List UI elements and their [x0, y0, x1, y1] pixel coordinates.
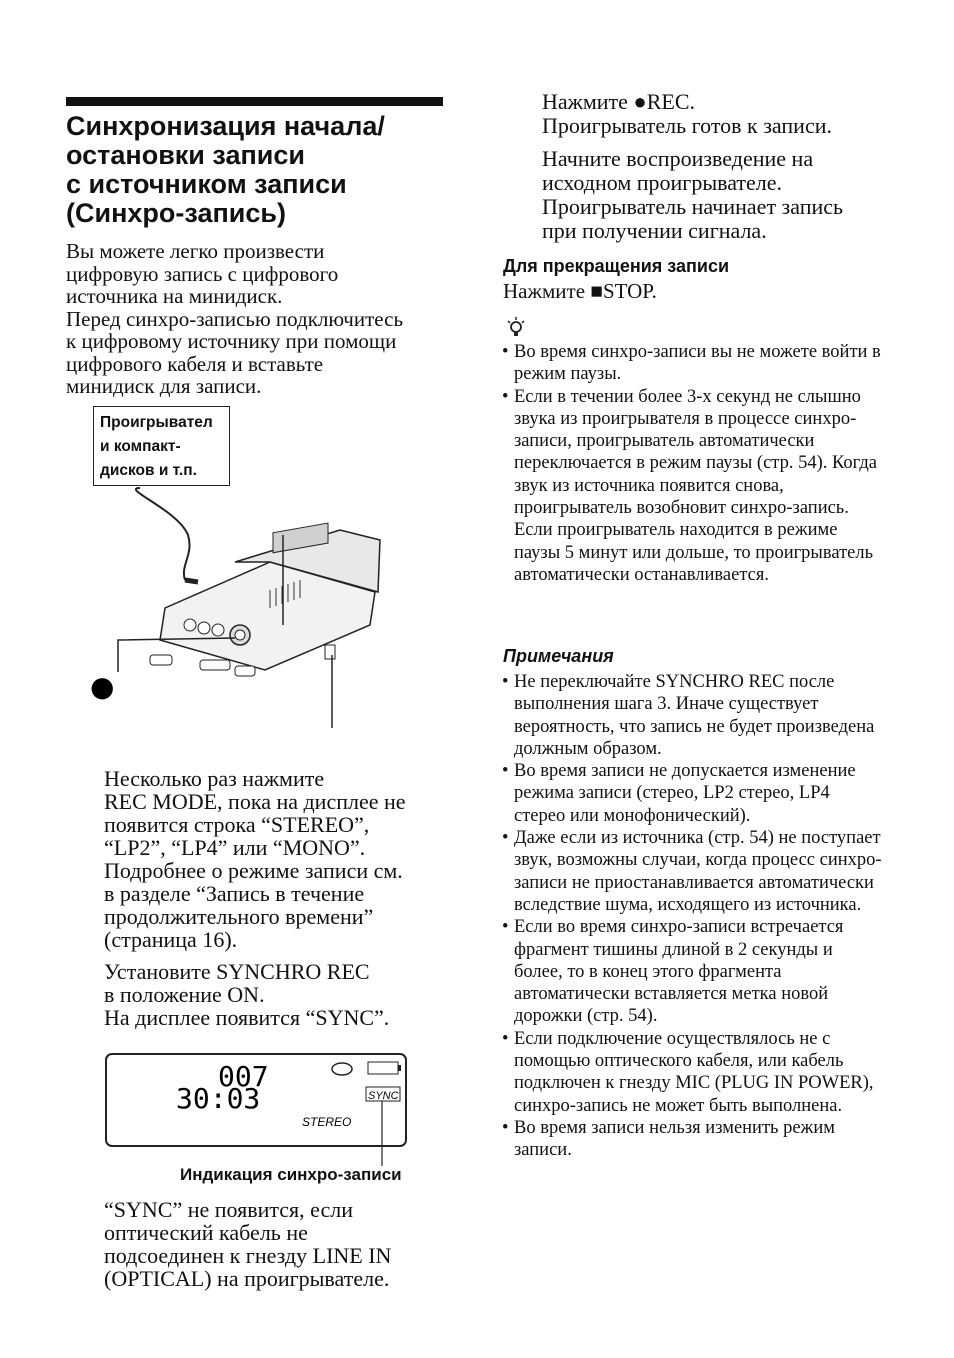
list-item: • Даже если из источника (стр. 54) не поступает звук, возможны случаи, когда процесс синхро-записи не приостанавливается автоматически вследствие шума, исходящего из источника. [503, 827, 883, 916]
step-line: На дисплее появится “SYNC”. [104, 1005, 390, 1030]
step-synchro-rec [104, 960, 444, 1029]
step-line: в положение ON. [104, 982, 265, 1007]
optical-cable [136, 488, 190, 580]
step-line: Проигрыватель начинает запись [542, 194, 844, 219]
stop-text: Нажмите ■STOP. [503, 279, 657, 303]
rec-symbol: ● [90, 670, 115, 703]
intro-line: цифровую запись с цифрового [66, 261, 339, 286]
side-switch [235, 666, 255, 676]
notes-heading: Примечания [503, 646, 614, 666]
step-rec-mode [104, 767, 444, 951]
step-line: Установите SYNCHRO REC [104, 959, 370, 984]
lcd-display-illustration [100, 1048, 420, 1168]
sync-note [104, 1198, 444, 1290]
side-switch [150, 655, 172, 665]
track-number: 007 [218, 1060, 269, 1093]
minidisc-recorder-illustration [90, 480, 410, 740]
section-rule [66, 97, 443, 106]
list-item: • Если в течении более 3-х секунд не слышно звука из проигрывателя в процессе синхро-записи, проигрыватель автоматически переключается в режим паузы (стр. 54). Когда звук из источника появится снова, проигрыватель возобновит синхро-запись. Если проигрыватель находится в режиме паузы 5 минут или дольше, то проигрыватель автоматически останавливается. [503, 386, 883, 587]
stereo-indicator: STEREO [302, 1115, 352, 1129]
list-item: • Во время записи нельзя изменить режим записи. [503, 1117, 883, 1162]
list-item: • Если во время синхро-записи встречается фрагмент тишины длиной в 2 секунды и более, то в конец этого фрагмента автоматически вставляется метка новой дорожки (стр. 54). [503, 916, 883, 1027]
note-line: подсоединен к гнезду LINE IN [104, 1243, 392, 1268]
step-press-rec [542, 90, 902, 138]
title-line: остановки записи [66, 140, 306, 170]
battery-tip [398, 1065, 401, 1071]
elapsed-time: 30:03 [176, 1082, 261, 1115]
stop-heading: Для прекращения записи [503, 256, 730, 276]
list-item: • Во время синхро-записи вы не можете войти в режим паузы. [503, 341, 883, 386]
intro-paragraph [66, 240, 446, 398]
step-line: (страница 16). [104, 927, 238, 952]
note-line: (OPTICAL) на проигрывателе. [104, 1266, 390, 1291]
sync-caption: Индикация синхро-записи [180, 1165, 402, 1184]
intro-line: цифрового кабеля и вставьте [66, 351, 324, 376]
callout-line: дисков и т.п. [100, 462, 197, 479]
step-line: “LP2”, “LP4” или “MONO”. [104, 835, 366, 860]
side-switch [200, 660, 230, 670]
step-line: Подробнее о режиме записи см. [104, 858, 403, 883]
step-line: Начните воспроизведение на [542, 146, 814, 171]
intro-line: минидиск для записи. [66, 374, 262, 398]
intro-line: Перед синхро-записью подключитесь [66, 306, 404, 331]
step-line: Несколько раз нажмите [104, 766, 325, 791]
intro-line: Вы можете легко произвести [66, 239, 325, 263]
list-item: • Не переключайте SYNCHRO REC после выполнения шага 3. Иначе существует вероятность, что запись не будет произведена должным образом. [503, 671, 883, 760]
intro-line: к цифровому источнику при помощи [66, 329, 397, 353]
step-line: исходном проигрывателе. [542, 170, 783, 195]
synchro-rec-switch [325, 645, 335, 659]
step-line: при получении сигнала. [542, 218, 767, 243]
disc-icon [332, 1063, 352, 1075]
callout-line: Проигрывател [100, 414, 213, 431]
tips-list [503, 341, 883, 586]
step-start-playback [542, 147, 902, 243]
notes-list [503, 671, 883, 1162]
step-line: REC MODE, пока на дисплее не [104, 789, 406, 814]
step-line: Нажмите ●REC. [542, 89, 696, 114]
intro-line: источника на минидиск. [66, 284, 283, 308]
sync-indicator: SYNC [368, 1090, 399, 1102]
title-line: с источником записи [66, 169, 347, 199]
callout-line: и компакт- [100, 438, 181, 455]
source-player-callout [93, 406, 230, 486]
note-line: оптический кабель не [104, 1220, 308, 1245]
note-line: “SYNC” не появится, если [104, 1197, 353, 1222]
step-line: появится строка “STEREO”, [104, 812, 370, 837]
title-line: (Синхро-запись) [66, 198, 286, 228]
list-item: • Если подключение осуществлялось не с помощью оптического кабеля, или кабель подключен к гнезду MIC (PLUG IN POWER), синхро-запись не может быть выполнена. [503, 1028, 883, 1117]
step-line: Проигрыватель готов к записи. [542, 113, 832, 138]
cable-plug [185, 580, 198, 582]
battery-icon [368, 1062, 398, 1074]
section-title [66, 112, 446, 228]
step-line: продолжительного времени” [104, 904, 374, 929]
list-item: • Во время записи не допускается изменение режима записи (стерео, LP2 стерео, LP4 стерео или монофонический). [503, 760, 883, 827]
title-line: Синхронизация начала/ [66, 111, 385, 141]
step-line: в разделе “Запись в течение [104, 881, 365, 906]
lightbulb-icon [505, 316, 527, 338]
